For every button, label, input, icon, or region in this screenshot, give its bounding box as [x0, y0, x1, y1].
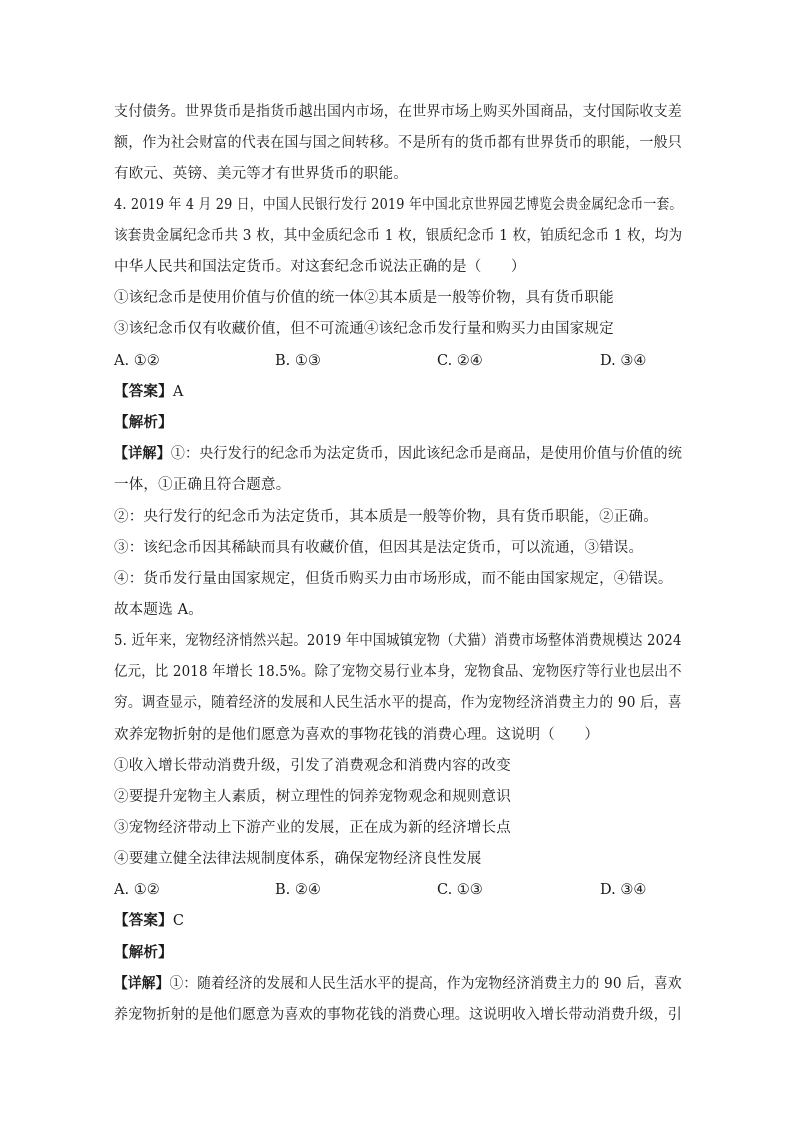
- q5-answer-value: C: [172, 913, 185, 929]
- q5-statement-1: ①收入增长带动消费升级，引发了消费观念和消费内容的改变: [114, 758, 511, 774]
- q5-analysis-label: 【解析】: [114, 944, 173, 961]
- q4-detail-line-1: [114, 444, 682, 464]
- q5-statement-2: ②要提升宠物主人素质，树立理性的饲养宠物观念和规则意识: [114, 789, 511, 805]
- q4-stem-line-1: 4. 2019 年 4 月 29 日，中国人民银行发行 2019 年中国北京世界园艺博览会贵金属纪念币一套。: [114, 197, 683, 213]
- q4-answer-label: 【答案】: [114, 383, 173, 400]
- intro-line-1: 支付债务。世界货币是指货币越出国内市场，在世界市场上购买外国商品，支付国际收支差: [114, 104, 683, 120]
- q4-conclusion: 故本题选 A。: [114, 602, 203, 618]
- q5-stem-line-3: 穷。调查显示，随着经济的发展和人民生活水平的提高，作为宠物经济消费主力的 90 后，喜: [114, 695, 682, 711]
- q5-stem-line-1: 5. 近年来，宠物经济悄然兴起。2019 年中国城镇宠物（犬猫）消费市场整体消费规模达 2024: [114, 633, 682, 649]
- q5-statement-3: ③宠物经济带动上下游产业的发展，正在成为新的经济增长点: [114, 820, 511, 836]
- q5-stem-line-4: 欢养宠物折射的是他们愿意为喜欢的事物花钱的消费心理。这说明（ ）: [114, 727, 600, 743]
- q5-answer-line: [114, 911, 184, 931]
- q4-detail-line-2: 一体，①正确且符合题意。: [114, 477, 291, 493]
- q5-detail-text-1: ①：随着经济的发展和人民生活水平的提高，作为宠物经济消费主力的 90 后，喜欢: [169, 976, 682, 992]
- q5-statement-4: ④要建立健全法律法规制度体系，确保宠物经济良性发展: [114, 851, 482, 867]
- q4-option-c: C. ②④: [437, 353, 483, 369]
- q4-stem-line-2: 该套贵金属纪念币共 3 枚，其中金质纪念币 1 枚，银质纪念币 1 枚，铂质纪念币 1 枚，均为: [114, 228, 683, 244]
- q4-statements-line-2: ③该纪念币仅有收藏价值，但不可流通④该纪念币发行量和购买力由国家规定: [114, 321, 614, 337]
- intro-line-2: 额，作为社会财富的代表在国与国之间转移。不是所有的货币都有世界货币的职能，一般只: [114, 135, 683, 151]
- q5-option-b: B. ②④: [275, 882, 321, 898]
- q4-statements-line-1: ①该纪念币是使用价值与价值的统一体②其本质是一般等价物，具有货币职能: [114, 290, 614, 306]
- q4-answer-line: [114, 382, 183, 402]
- q4-stem-line-3: 中华人民共和国法定货币。对这套纪念币说法正确的是（ ）: [114, 259, 526, 275]
- q4-detail-label: 【详解】: [114, 445, 171, 462]
- q4-detail-line-5: ④：货币发行量由国家规定，但货币购买力由市场形成，而不能由国家规定，④错误。: [114, 571, 673, 587]
- q4-analysis-label: 【解析】: [114, 414, 173, 431]
- q5-answer-label: 【答案】: [114, 912, 173, 929]
- q4-answer-value: A: [172, 384, 184, 400]
- q5-detail-line-1: [114, 974, 682, 994]
- q4-option-d: D. ③④: [600, 353, 647, 369]
- q5-detail-label: 【详解】: [114, 975, 170, 992]
- q4-detail-line-3: ②：央行发行的纪念币为法定货币，其本质是一般等价物，具有货币职能，②正确。: [114, 509, 658, 525]
- q5-stem-line-2: 亿元，比 2018 年增长 18.5%。除了宠物交易行业本身，宠物食品、宠物医疗等行业也层出不: [114, 664, 682, 680]
- q5-option-a: A. ①②: [114, 882, 160, 898]
- q4-option-a: A. ①②: [114, 353, 160, 369]
- q5-option-d: D. ③④: [600, 882, 647, 898]
- q4-detail-text-1: ①：央行发行的纪念币为法定货币，因此该纪念币是商品，是使用价值与价值的统: [170, 446, 683, 462]
- q5-detail-line-2: 养宠物折射的是他们愿意为喜欢的事物花钱的消费心理。这说明收入增长带动消费升级，引: [114, 1007, 683, 1023]
- intro-line-3: 有欧元、英镑、美元等才有世界货币的职能。: [114, 166, 408, 182]
- q4-option-b: B. ①③: [275, 353, 321, 369]
- q4-detail-line-4: ③：该纪念币因其稀缺而具有收藏价值，但因其是法定货币，可以流通，③错误。: [114, 540, 644, 556]
- q5-option-c: C. ①③: [437, 882, 483, 898]
